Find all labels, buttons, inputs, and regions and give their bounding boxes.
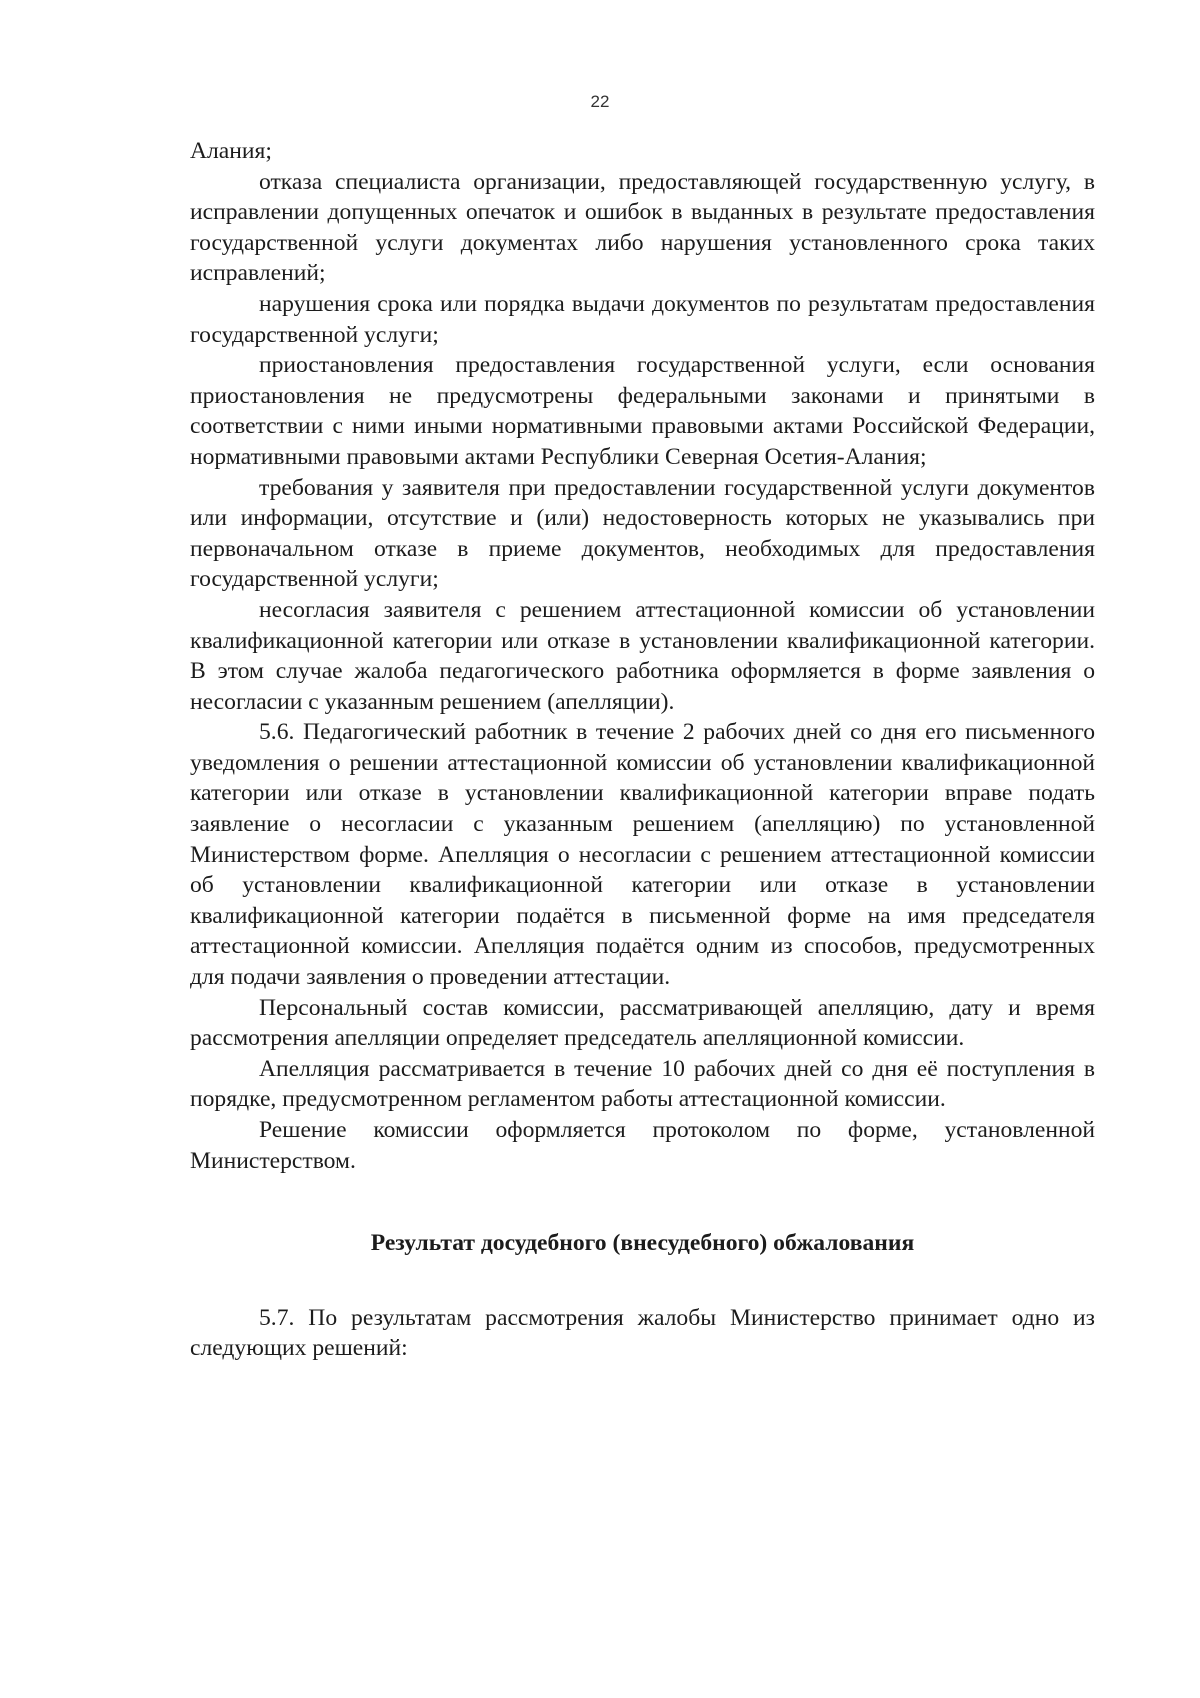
paragraph: 5.6. Педагогический работник в течение 2 рабочих дней со дня его письменного уведомления о решении аттестационной комиссии об установлении квалификационной категории или отказе в установлении квалификационной категории вправе подать заявление о несогласии с указанным решением (апелляцию) по установленной Министерством форме. Апелляция о несогласии с решением аттестационной комиссии об установлении квалификационной категории или отказе в установлении квалификационной категории подаётся в письменной форме на имя председателя аттестационной комиссии. Апелляция подаётся одним из способов, предусмотренных для подачи заявления о проведении аттестации.: [190, 719, 1095, 991]
section-heading: Результат досудебного (внесудебного) обжалования: [370, 1230, 915, 1257]
paragraph: Решение комиссии оформляется протоколом по форме, установленной Министерством.: [190, 1117, 1095, 1174]
paragraph: нарушения срока или порядка выдачи документов по результатам предоставления государственной услуги;: [190, 290, 1095, 348]
paragraph: Персональный состав комиссии, рассматривающей апелляцию, дату и время рассмотрения апелляции определяет председатель апелляционной комиссии.: [190, 994, 1095, 1052]
paragraph: несогласия заявителя с решением аттестационной комиссии об установлении квалификационной категории или отказе в установлении квалификационной категории. В этом случае жалоба педагогического работника оформляется в форме заявления о несогласии с указанным решением (апелляции).: [190, 596, 1095, 715]
paragraph: 5.7. По результатам рассмотрения жалобы Министерство принимает одно из следующих решений:: [190, 1304, 1095, 1362]
paragraph: Алания;: [190, 138, 272, 164]
paragraph: Апелляция рассматривается в течение 10 рабочих дней со дня её поступления в порядке, предусмотренном регламентом работы аттестационной комиссии.: [190, 1055, 1095, 1113]
paragraph: требования у заявителя при предоставлении государственной услуги документов или информации, отсутствие и (или) недостоверность которых не указывались при первоначальном отказе в приеме документов, необходимых для предоставления государственной услуги;: [190, 474, 1095, 593]
document-body: [190, 136, 1095, 1364]
page-number: 22: [590, 92, 610, 111]
paragraph: приостановления предоставления государственной услуги, если основания приостановления не предусмотрены федеральными законами и принятыми в соответствии с ними иными нормативными правовыми актами Российской Федерации, нормативными правовыми актами Республики Северная Осетия-Алания;: [190, 352, 1095, 470]
paragraph: отказа специалиста организации, предоставляющей государственную услугу, в исправлении допущенных опечаток и ошибок в выданных в результате предоставления государственной услуги документах либо нарушения установленного срока таких исправлений;: [190, 168, 1095, 287]
